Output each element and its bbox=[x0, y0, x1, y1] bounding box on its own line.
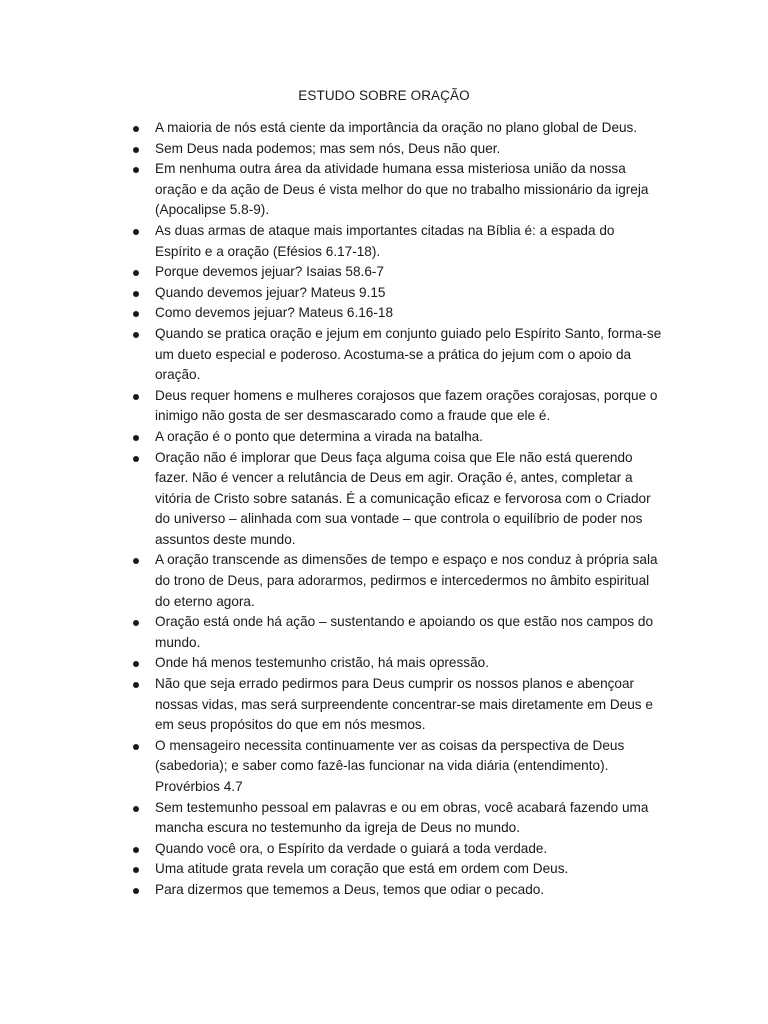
bullet-icon bbox=[133, 682, 139, 688]
bullet-icon bbox=[133, 291, 139, 297]
bullet-icon bbox=[133, 661, 139, 667]
list-item-text: A maioria de nós está ciente da importância da oração no plano global de Deus. bbox=[155, 120, 638, 135]
bullet-icon bbox=[133, 847, 139, 853]
list-item-text: Em nenhuma outra área da atividade humana essa misteriosa união da nossa oração e da ação de Deus é vista melhor do que no trabalho missionário da igreja (Apocalipse 5.8-9). bbox=[155, 161, 649, 218]
bullet-icon bbox=[133, 147, 139, 153]
list-item-text: Deus requer homens e mulheres corajosos que fazem orações corajosas, porque o inimigo não gosta de ser desmascarado como a fraude que ele é. bbox=[155, 387, 658, 424]
list-item-text: Quando devemos jejuar? Mateus 9.15 bbox=[155, 284, 386, 300]
list-item bbox=[133, 448, 663, 551]
list-item-text: Quando se pratica oração e jejum em conjunto guiado pelo Espírito Santo, forma-se um dueto especial e poderoso. Acostuma-se a prática do jejum com o apoio da oração. bbox=[155, 325, 662, 383]
list-item-text: Porque devemos jejuar? Isaias 58.6-7 bbox=[155, 264, 384, 280]
bullet-icon bbox=[133, 435, 139, 441]
list-item bbox=[133, 118, 663, 139]
list-item bbox=[133, 612, 663, 653]
list-item bbox=[133, 674, 663, 736]
list-item-text: A oração é o ponto que determina a virada na batalha. bbox=[155, 428, 483, 444]
bullet-icon bbox=[133, 744, 139, 750]
list-item bbox=[133, 798, 663, 839]
bullet-icon bbox=[133, 311, 139, 317]
bullet-icon bbox=[133, 332, 139, 338]
bullet-icon bbox=[133, 456, 139, 462]
list-item bbox=[133, 283, 663, 304]
bullet-icon bbox=[133, 806, 139, 812]
list-item-text: As duas armas de ataque mais importantes citadas na Bíblia é: a espada do Espírito e a oração (Efésios 6.17-18). bbox=[155, 222, 615, 259]
list-item bbox=[133, 262, 663, 283]
list-item-text: Sem testemunho pessoal em palavras e ou em obras, você acabará fazendo uma mancha escura no testemunho da igreja de Deus no mundo. bbox=[155, 799, 649, 836]
list-item bbox=[133, 159, 663, 221]
bullet-icon bbox=[133, 867, 139, 873]
list-item-text: Oração não é implorar que Deus faça alguma coisa que Ele não está querendo fazer. Não é vencer a relutância de Deus em agir. Oração é, antes, completar a vitória de Cristo sobre satanás. É a comunicação eficaz e fervorosa com o Criador do universo – alinhada com sua vontade – que controla o equilíbrio de poder nos assuntos deste mundo. bbox=[155, 449, 651, 547]
list-item bbox=[133, 139, 663, 160]
list-item-text: A oração transcende as dimensões de tempo e espaço e nos conduz à própria sala do trono de Deus, para adorarmos, pedirmos e intercedermos no âmbito espiritual do eterno agora. bbox=[155, 552, 658, 609]
list-item-text: O mensageiro necessita continuamente ver as coisas da perspectiva de Deus (sabedoria); e saber como fazê-las funcionar na vida diária (entendimento). Provérbios 4.7 bbox=[155, 737, 625, 794]
list-item-text: Não que seja errado pedirmos para Deus cumprir os nossos planos e abençoar nossas vidas, mas será surpreendente concentrar-se mais diretamente em Deus e em seus propósitos do que em nós mesmos. bbox=[155, 676, 653, 733]
bullet-list bbox=[133, 118, 663, 901]
bullet-icon bbox=[133, 558, 139, 564]
bullet-icon bbox=[133, 620, 139, 626]
list-item-text: Quando você ora, o Espírito da verdade o guiará a toda verdade. bbox=[155, 840, 548, 856]
list-item-text: Oração está onde há ação – sustentando e apoiando os que estão nos campos do mundo. bbox=[155, 614, 654, 650]
bullet-icon bbox=[133, 270, 139, 276]
list-item-text: Sem Deus nada podemos; mas sem nós, Deus não quer. bbox=[155, 140, 501, 156]
list-item bbox=[133, 653, 663, 674]
list-item-text: Para dizermos que tememos a Deus, temos que odiar o pecado. bbox=[155, 881, 545, 897]
list-item-text: Como devemos jejuar? Mateus 6.16-18 bbox=[155, 305, 394, 321]
bullet-icon bbox=[133, 229, 139, 235]
bullet-icon bbox=[133, 126, 139, 132]
list-item bbox=[133, 427, 663, 448]
list-item-text: Uma atitude grata revela um coração que está em ordem com Deus. bbox=[155, 861, 569, 877]
list-item bbox=[133, 324, 663, 386]
bullet-icon bbox=[133, 394, 139, 400]
list-item bbox=[133, 736, 663, 798]
list-item-text: Onde há menos testemunho cristão, há mais opressão. bbox=[155, 655, 489, 671]
list-item bbox=[133, 839, 663, 860]
list-item bbox=[133, 859, 663, 880]
bullet-icon bbox=[133, 888, 139, 894]
document-title: ESTUDO SOBRE ORAÇÃO bbox=[298, 88, 470, 103]
list-item bbox=[133, 303, 663, 324]
list-item bbox=[133, 221, 663, 262]
list-item bbox=[133, 550, 663, 612]
bullet-icon bbox=[133, 167, 139, 173]
list-item bbox=[133, 386, 663, 427]
list-item bbox=[133, 880, 663, 901]
